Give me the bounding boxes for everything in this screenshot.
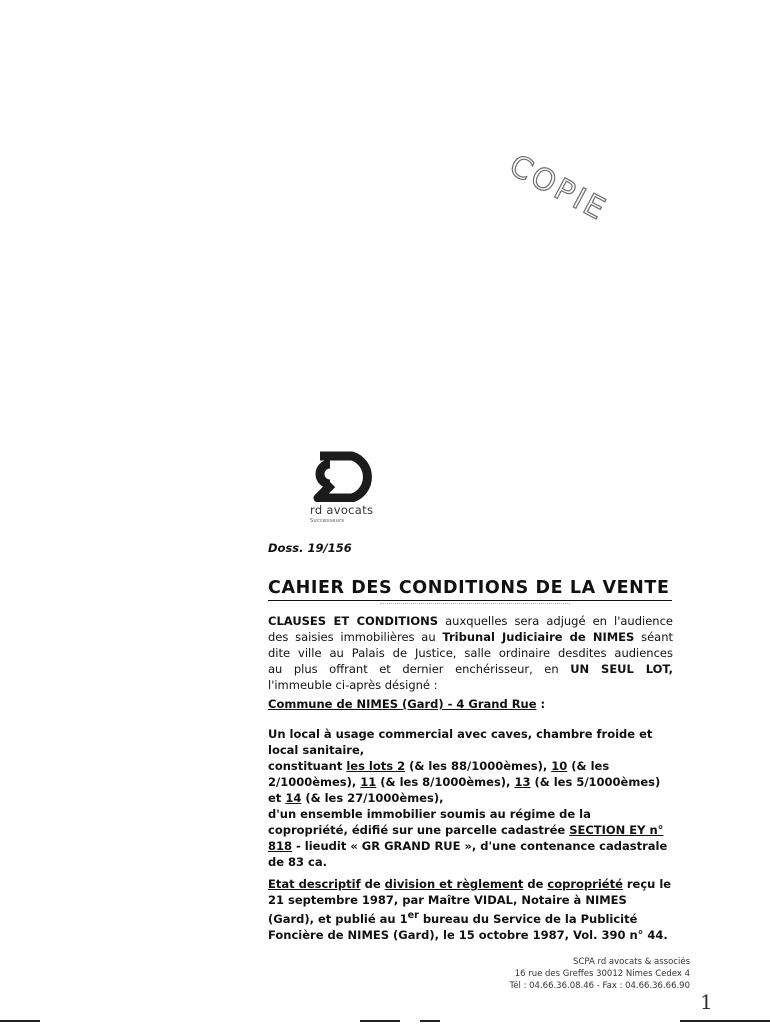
desc-text: (& les 8/1000èmes), — [376, 775, 515, 789]
tribunal-name: Tribunal Judiciaire de NIMES — [442, 630, 635, 644]
property-description — [268, 726, 673, 870]
logo-text: rd avocats — [310, 503, 374, 517]
etat-text: de — [523, 877, 548, 891]
footer-address: 16 rue des Greffes 30012 Nimes Cedex 4 — [514, 969, 690, 979]
intro-text: des saisies immobilières au — [268, 630, 443, 644]
copie-stamp: COPIE — [503, 148, 614, 229]
lot-2: les lots 2 — [346, 759, 406, 773]
title-bleed-through — [380, 603, 570, 607]
dossier-number: Doss. 19/156 — [268, 541, 352, 555]
desc-text: (& les 5/1000èmes) et — [268, 775, 661, 805]
etat-descriptif-paragraph — [268, 876, 673, 943]
commune-label: Commune de NIMES (Gard) - 4 Grand Rue — [268, 697, 537, 711]
law-firm-footer — [510, 956, 690, 992]
rd-avocats-logo — [308, 450, 388, 502]
intro-clauses: CLAUSES ET CONDITIONS — [268, 614, 439, 628]
desc-text: Un local à usage commercial avec caves, chambre froide et local sanitaire, — [268, 727, 653, 757]
desc-text: - lieudit « GR GRAND RUE », d'une contenance cadastrale de 83 ca. — [268, 839, 668, 869]
desc-text: (& les 27/1000èmes), — [301, 791, 444, 805]
footer-firm-name: SCPA rd avocats & associés — [573, 957, 690, 967]
intro-line-1 — [268, 613, 673, 629]
etat-text: Etat descriptif — [268, 877, 361, 891]
intro-text: auxquelles sera adjugé en l'audience — [438, 614, 673, 628]
etat-text: reçu le 21 septembre 1987, par Maître VIDAL, Notaire à NIMES (Gard), et publié au 1 — [268, 877, 672, 926]
desc-text: (& les 2/1000èmes), — [268, 759, 610, 789]
document-title: CAHIER DES CONDITIONS DE LA VENTE — [268, 578, 672, 601]
logo-subtext: Successeurs — [310, 518, 345, 524]
etat-text: division et règlement — [384, 877, 524, 891]
superscript: er — [407, 910, 419, 921]
intro-text: séant — [634, 630, 674, 644]
intro-line-4 — [268, 661, 673, 677]
page-number: 1 — [700, 990, 713, 1014]
lot-13: 13 — [514, 775, 531, 789]
footer-phone-fax: Tél : 04.66.36.08.46 - Fax : 04.66.36.66.90 — [509, 981, 690, 991]
commune-suffix: : — [536, 697, 546, 711]
lot-14: 14 — [285, 791, 302, 805]
intro-line-5: l'immeuble ci-après désigné : — [268, 678, 438, 692]
desc-text: constituant — [268, 759, 347, 773]
etat-text: copropriété — [547, 877, 623, 891]
intro-text: au plus offrant et dernier enchérisseur, en — [268, 662, 571, 676]
intro-paragraph — [268, 613, 673, 693]
intro-line-2 — [268, 629, 673, 645]
cadastral-section: SECTION EY n° 818 — [268, 823, 664, 853]
lot-mention: UN SEUL LOT, — [570, 662, 673, 676]
lot-11: 11 — [360, 775, 377, 789]
etat-text: bureau du Service de la Publicité Foncière de NIMES (Gard), le 15 octobre 1987, Vol. 390 n° 44. — [268, 911, 668, 942]
commune-heading — [268, 697, 545, 711]
scan-edge-marks — [0, 1018, 770, 1024]
intro-line-3: dite ville au Palais de Justice, salle ordinaire desdites audiences — [268, 646, 673, 660]
desc-text: d'un ensemble immobilier soumis au régime de la copropriété, édifié sur une parcelle cadastrée — [268, 807, 591, 837]
etat-text: de — [360, 877, 385, 891]
lot-10: 10 — [551, 759, 568, 773]
desc-text: (& les 88/1000èmes), — [405, 759, 552, 773]
